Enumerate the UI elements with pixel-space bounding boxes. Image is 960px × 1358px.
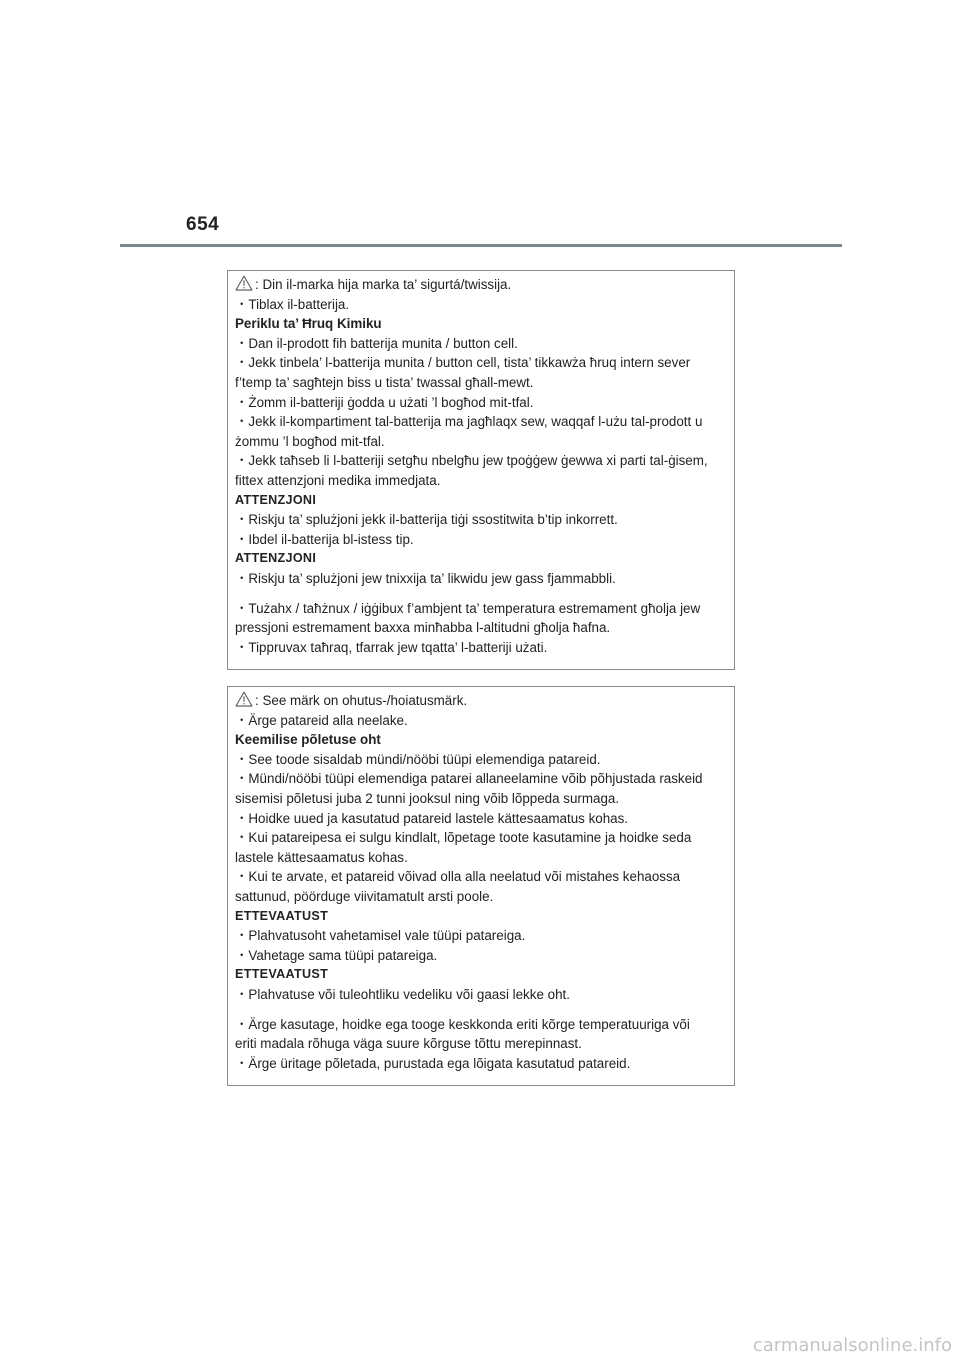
text-line: ・Hoidke uued ja kasutatud patareid lastele kättesaamatus kohas. [235, 810, 629, 826]
text-line: ・Kui te arvate, et patareid võivad olla alla neelatud või mistahes kehaossa [235, 869, 681, 885]
text-line: sisemisi põletusi juba 2 tunni jooksul ning võib lõppeda surmaga. [235, 790, 620, 806]
text-line: lastele kättesaamatus kohas. [235, 849, 408, 865]
text-line: ・See toode sisaldab mündi/nööbi tüüpi elemendiga patareid. [235, 751, 601, 767]
text-line: ・Tippruvax taħraq, tfarrak jew tqatta’ l-batteriji użati. [235, 639, 548, 655]
estonian-lines [235, 711, 726, 1074]
estonian-warning-box [227, 686, 735, 1086]
text-line: ・Jekk taħseb li l-batteriji setgħu nbelgħu jew tpoġġew ġewwa xi parti tal-ġisem, [235, 453, 708, 469]
text-line: ・Tużahx / taħżnux / iġġibux f’ambjent ta’ temperatura estremament għolja jew [235, 600, 701, 616]
section-heading: Keemilise põletuse oht [235, 732, 381, 748]
text-line: ・Riskju ta’ splużjoni jekk il-batterija tiġi ssostitwita b’tip inkorrett. [235, 512, 618, 528]
watermark: carmanualsonline.info [752, 1335, 952, 1356]
text-line: ・Jekk tinbela’ l-batterija munita / button cell, tista’ tikkawża ħruq intern sever [235, 355, 691, 371]
text-line: ・Vahetage sama tüüpi patareiga. [235, 947, 438, 963]
text-line: pressjoni estremament baxxa minħabba l-altitudni għolja ħafna. [235, 620, 611, 636]
text-line: sattunud, pöörduge viivitamatult arsti poole. [235, 888, 494, 904]
caution-heading: ATTENZJONI [235, 551, 317, 566]
maltese-title-line [235, 275, 726, 295]
maltese-lines [235, 295, 726, 658]
caution-heading: ATTENZJONI [235, 492, 317, 507]
text-line: ・Kui patareipesa ei sulgu kindlalt, lõpetage toote kasutamine ja hoidke seda [235, 830, 692, 846]
header-rule [120, 244, 842, 247]
text-line: żommu ’l bogħod mit-tfal. [235, 433, 385, 449]
caution-heading: ETTEVAATUST [235, 967, 329, 982]
page-number: 654 [186, 214, 220, 235]
warning-triangle-icon [235, 691, 253, 707]
text-line: ・Plahvatusoht vahetamisel vale tüüpi patareiga. [235, 928, 526, 944]
text-line: fittex attenzjoni medika immedjata. [235, 472, 441, 488]
text-line: ・Mündi/nööbi tüüpi elemendiga patarei allaneelamine võib põhjustada raskeid [235, 771, 703, 787]
section-heading: Periklu ta’ Ħruq Kimiku [235, 316, 382, 332]
text-line: ・Tiblax il-batterija. [235, 296, 350, 312]
warning-triangle-icon [235, 275, 253, 291]
text-line: ・Jekk il-kompartiment tal-batterija ma jagħlaqx sew, waqqaf l-użu tal-prodott u [235, 414, 703, 430]
text-line: ・Żomm il-batteriji ġodda u użati ’l bogħod mit-tfal. [235, 394, 534, 410]
estonian-title-line [235, 691, 726, 711]
estonian-title-text: : See märk on ohutus-/hoiatusmärk. [255, 693, 468, 708]
text-line: ・Ärge patareid alla neelake. [235, 712, 408, 728]
text-line: f’temp ta’ sagħtejn biss u tista’ twassal għall-mewt. [235, 374, 534, 390]
text-line: ・Ibdel il-batterija bl-istess tip. [235, 531, 414, 547]
text-line: ・Ärge kasutage, hoidke ega tooge keskkonda eriti kõrge temperatuuriga või [235, 1016, 690, 1032]
text-line: eriti madala rõhuga väga suure kõrguse tõttu merepinnast. [235, 1036, 582, 1052]
caution-heading: ETTEVAATUST [235, 908, 329, 923]
text-line: ・Dan il-prodott fih batterija munita / button cell. [235, 335, 518, 351]
text-line: ・Riskju ta’ splużjoni jew tnixxija ta’ likwidu jew gass fjammabbli. [235, 570, 616, 586]
maltese-warning-box [227, 270, 735, 670]
text-line: ・Ärge üritage põletada, purustada ega lõigata kasutatud patareid. [235, 1055, 631, 1071]
maltese-title-text: : Din il-marka hija marka ta’ sigurtá/twissija. [255, 277, 512, 292]
text-line: ・Plahvatuse või tuleohtliku vedeliku või gaasi lekke oht. [235, 986, 570, 1002]
